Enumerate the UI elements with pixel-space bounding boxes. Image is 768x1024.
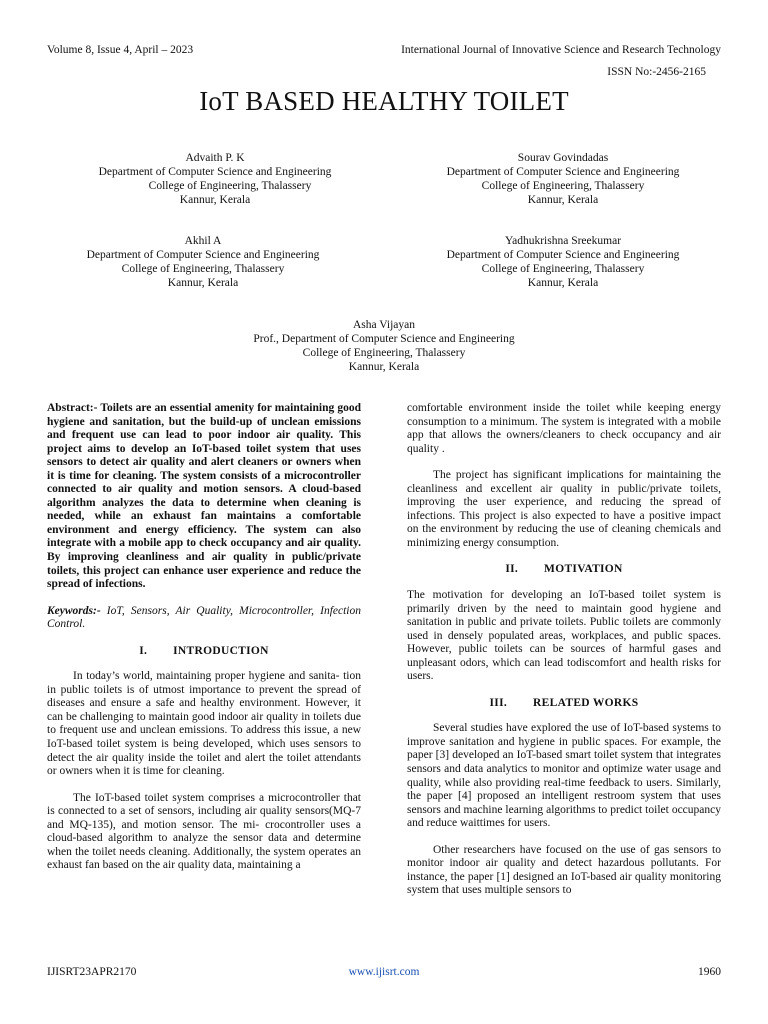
section-number: II. bbox=[505, 563, 519, 576]
author-place: Kannur, Kerala bbox=[527, 194, 599, 206]
author-place: Kannur, Kerala bbox=[179, 194, 251, 206]
section-heading-introduction bbox=[47, 645, 361, 659]
author-place: Kannur, Kerala bbox=[167, 277, 239, 289]
author-name: Asha Vijayan bbox=[352, 319, 415, 331]
author-college: College of Engineering, Thalassery bbox=[121, 263, 285, 275]
journal-name: International Journal of Innovative Science and Research Technology bbox=[401, 44, 721, 56]
volume-info: Volume 8, Issue 4, April – 2023 bbox=[47, 44, 194, 56]
author-name: Sourav Govindadas bbox=[517, 152, 609, 164]
abstract bbox=[47, 402, 361, 592]
author-block-2 bbox=[408, 151, 718, 207]
issn: ISSN No:-2456-2165 bbox=[607, 66, 706, 78]
keywords-label: Keywords:- bbox=[47, 604, 101, 617]
author-college: College of Engineering, Thalassery bbox=[481, 180, 645, 192]
author-name: Advaith P. K bbox=[185, 152, 245, 164]
author-place: Kannur, Kerala bbox=[348, 361, 420, 373]
author-dept: Department of Computer Science and Engineering bbox=[86, 249, 320, 261]
right-column bbox=[407, 402, 721, 898]
footer-paper-id: IJISRT23APR2170 bbox=[47, 966, 137, 978]
section-title: MOTIVATION bbox=[544, 563, 623, 576]
intro-paragraph-2: The IoT-based toilet system comprises a microcontroller that is connected to a set of sensors, including air quality sensors(MQ-7 and MQ-135), and motion sensor. The mi- crocontroller uses a cloud-based algorithm to analyze the sensor data and determine when the toilet needs cleaning. Additionally, the system operates an exhaust fan based on the air quality data, maintaining a bbox=[47, 791, 361, 872]
intro-paragraph-1: In today’s world, maintaining proper hygiene and sanita- tion in public toilets is of utmost importance to prevent the spread of diseases and ensure a safe and healthy environment. However, it can be challenging to maintain good indoor air quality in toilets due to frequent use and unclean emissions. To address this issue, a new IoT-based toilet system is being developed, which uses sensors to detect the air quality inside the toilet and alert the toilet attendants or owners when it is time for cleaning. bbox=[47, 670, 361, 778]
motivation-paragraph: The motivation for developing an IoT-based toilet system is primarily driven by the need to maintain good hygiene and sanitation in public and private toilets. Public toilets are commonly used in densely populated areas, workplaces, and public spaces. However, public toilets can be sources of harmful gases and unpleasant odors, which can lead todiscomfort and health risks for users. bbox=[407, 589, 721, 683]
keywords bbox=[47, 605, 361, 632]
author-block-5 bbox=[229, 318, 539, 374]
abstract-text: Toilets are an essential amenity for maintaining good hygiene and sanitation, but the build-up of unclean emissions and frequent use can lead to poor indoor air quality. This project aims to develop an IoT-based toilet system that uses sensors to detect air quality and alert cleaners or owners when it is time for cleaning. The system consists of a microcontroller connected to air quality and motion sensors. A cloud-based algorithm analyzes the data to determine when cleaning is needed, while an exhaust fan maintains a comfortable environment and energy efficiency. The system can also integrate with a mobile app to check occupancy and air quality. By improving cleanliness and air quality in public/private toilets, this project can enhance user experience and reduce the spread of infections. bbox=[47, 402, 361, 591]
section-title: RELATED WORKS bbox=[533, 696, 639, 709]
keywords-text: IoT, Sensors, Air Quality, Microcontroller, Infection Control. bbox=[47, 604, 362, 631]
author-place: Kannur, Kerala bbox=[527, 277, 599, 289]
author-block-3 bbox=[48, 234, 358, 290]
author-college: College of Engineering, Thalassery bbox=[148, 180, 312, 192]
intro-paragraph-3: The project has significant implications for maintaining the cleanliness and excellent air quality in public/private toilets, improving the user experience, and reducing the spread of infections. This project is also expected to have a positive impact on the environment by reducing the use of cleaning chemicals and minimizing energy consumption. bbox=[407, 469, 721, 549]
author-block-1 bbox=[60, 151, 370, 207]
author-college: College of Engineering, Thalassery bbox=[302, 347, 466, 359]
section-number: III. bbox=[489, 696, 508, 709]
author-college: College of Engineering, Thalassery bbox=[481, 263, 645, 275]
author-block-4 bbox=[408, 234, 718, 290]
author-dept: Department of Computer Science and Engineering bbox=[98, 166, 332, 178]
footer-website-link[interactable]: www.ijisrt.com bbox=[348, 966, 420, 978]
author-name: Akhil A bbox=[184, 235, 222, 247]
author-dept: Department of Computer Science and Engineering bbox=[446, 166, 680, 178]
section-number: I. bbox=[139, 644, 148, 657]
abstract-label: Abstract:- bbox=[47, 402, 98, 414]
author-dept: Department of Computer Science and Engineering bbox=[446, 249, 680, 261]
author-name: Yadhukrishna Sreekumar bbox=[504, 235, 622, 247]
related-works-paragraph-2: Other researchers have focused on the use of gas sensors to monitor indoor air quality and detect hazardous pollutants. For instance, the paper [1] designed an IoT-based air quality monitoring system that uses multiple sensors to bbox=[407, 843, 721, 897]
paper-title: IoT BASED HEALTHY TOILET bbox=[199, 86, 569, 116]
related-works-paragraph-1: Several studies have explored the use of IoT-based systems to improve sanitation and hygiene in public spaces. For example, the paper [3] developed an IoT-based smart toilet system that integrates sensors and data analytics to monitor and optimize water usage and quality, while also providing real-time feedback to users. Similarly, the paper [4] proposed an intelligent restroom system that uses sensors and machine learning algorithms to predict toilet occupancy and reduce waittimes for users. bbox=[407, 722, 721, 830]
footer-page-number: 1960 bbox=[698, 966, 721, 978]
section-title: INTRODUCTION bbox=[173, 644, 269, 657]
section-heading-motivation bbox=[407, 563, 721, 577]
left-column bbox=[47, 402, 361, 873]
author-dept: Prof., Department of Computer Science and Engineering bbox=[253, 333, 515, 345]
intro-paragraph-2-continued: comfortable environment inside the toilet while keeping energy consumption to a minimum. The system is integrated with a mobile app that allows the owners/cleaners to check occupancy and air quality . bbox=[407, 402, 721, 455]
section-heading-related-works bbox=[407, 697, 721, 711]
